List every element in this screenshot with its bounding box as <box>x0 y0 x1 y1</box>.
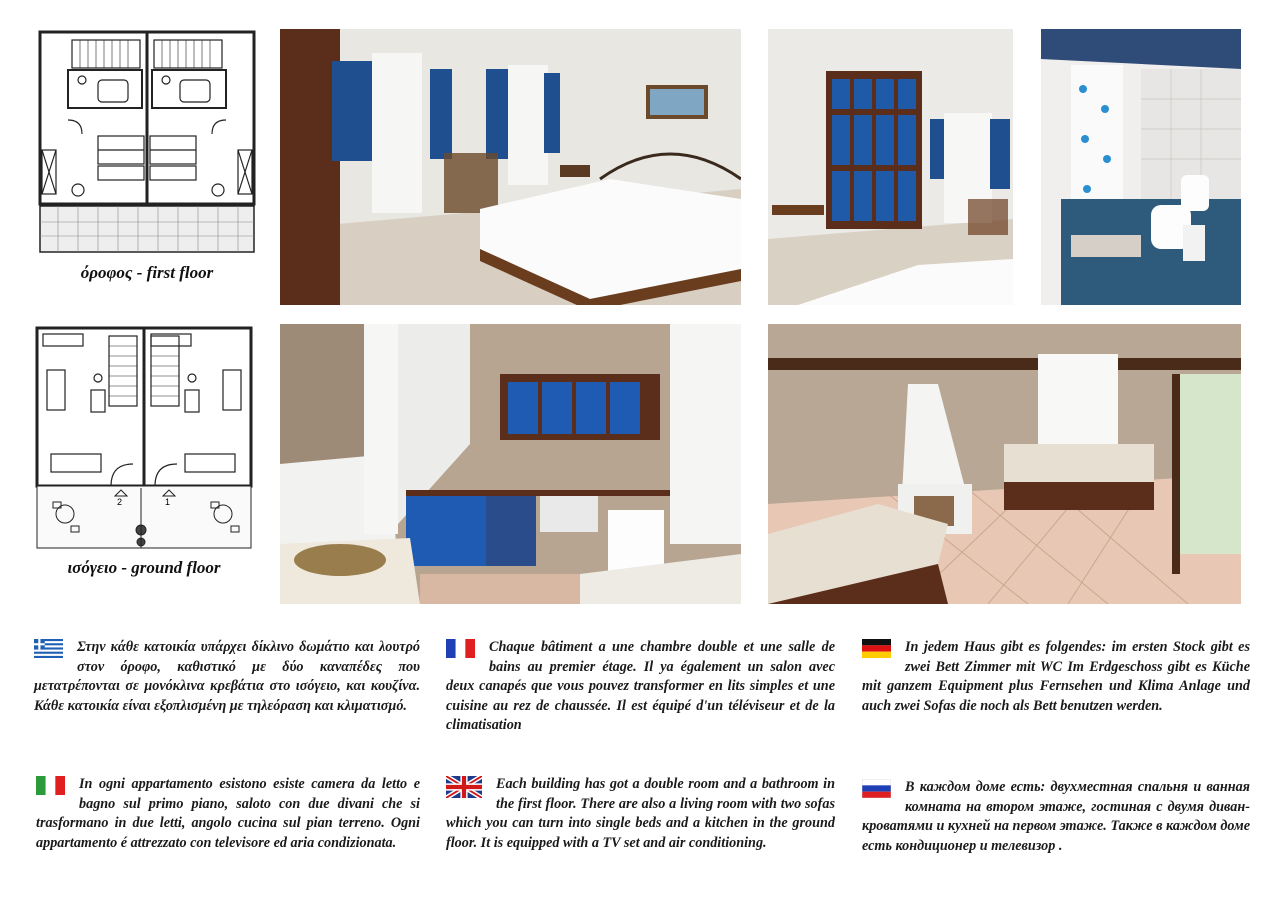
ground-floor-caption: ισόγειο - ground floor <box>67 558 221 577</box>
photo-kitchen-under-stairs <box>280 324 741 604</box>
entrance-number-1: 1 <box>165 497 171 507</box>
description-russian-text: В каждом доме есть: двухместная спальня и ванная комната на втором этаже, гостиная с двумя диван-кроватями и кухней на первом этаже. Также в каждом доме есть кондиционер и телевизор . <box>862 779 1250 854</box>
description-italian-text: In ogni appartamento esistono esiste camera da letto e bagno sul primo piano, saloto con due divani che si trasformano in due letti, angolo cucina sul pian terreno. Ogni appartamento é attrezzato con televisore ed aria condizionata. <box>36 776 420 851</box>
description-english <box>446 775 835 853</box>
description-german-text: In jedem Haus gibt es folgendes: im ersten Stock gibt es zwei Bett Zimmer mit WC Im Erdgeschoss gibt es Küche mit ganzem Equipment plus Fernsehen und Klima Anlage und auch zwei Sofas die noch als Bett benutzen werden. <box>862 639 1250 714</box>
greece-flag-icon <box>34 639 63 658</box>
russia-flag-icon <box>862 779 891 798</box>
description-french-text: Chaque bâtiment a une chambre double et une salle de bains au premier étage. Il ya également un salon avec deux canapés que vous pouvez transformer en lits simples et une cuisine au rez de chaussée. Il est équipé d'un téléviseur et de la climatisation <box>446 639 835 733</box>
description-greek <box>34 638 420 716</box>
italy-flag-icon <box>36 776 65 795</box>
photo-living-room-fireplace <box>768 324 1241 604</box>
description-german <box>862 638 1250 716</box>
germany-flag-icon <box>862 639 891 658</box>
france-flag-icon <box>446 639 475 658</box>
ground-floor-plan <box>35 326 253 550</box>
first-floor-caption: όροφος - first floor <box>80 263 214 282</box>
photo-bathroom <box>1041 29 1241 305</box>
description-italian <box>36 775 420 853</box>
uk-flag-icon <box>446 776 482 798</box>
description-french <box>446 638 835 736</box>
description-greek-text: Στην κάθε κατοικία υπάρχει δίκλινο δωμάτιο και λουτρό στον όροφο, καθιστικό με δύο καναπέδες που μετατρέπονται σε μονόκλινα κρεβάτια στο ισόγειο, και κουζίνα. Κάθε κατοικία είναι εξοπλισμένη με τηλεόραση και κλιματισμό. <box>34 639 420 714</box>
description-english-text: Each building has got a double room and a bathroom in the first floor. There are also a living room with two sofas which you can turn into single beds and a kitchen in the ground floor. It is equipped with a TV set and air conditioning. <box>446 776 835 851</box>
description-russian <box>862 778 1250 856</box>
photo-bedroom-wardrobe <box>768 29 1013 305</box>
first-floor-plan <box>38 30 256 254</box>
entrance-number-2: 2 <box>117 497 123 507</box>
photo-bedroom-double-bed <box>280 29 741 305</box>
